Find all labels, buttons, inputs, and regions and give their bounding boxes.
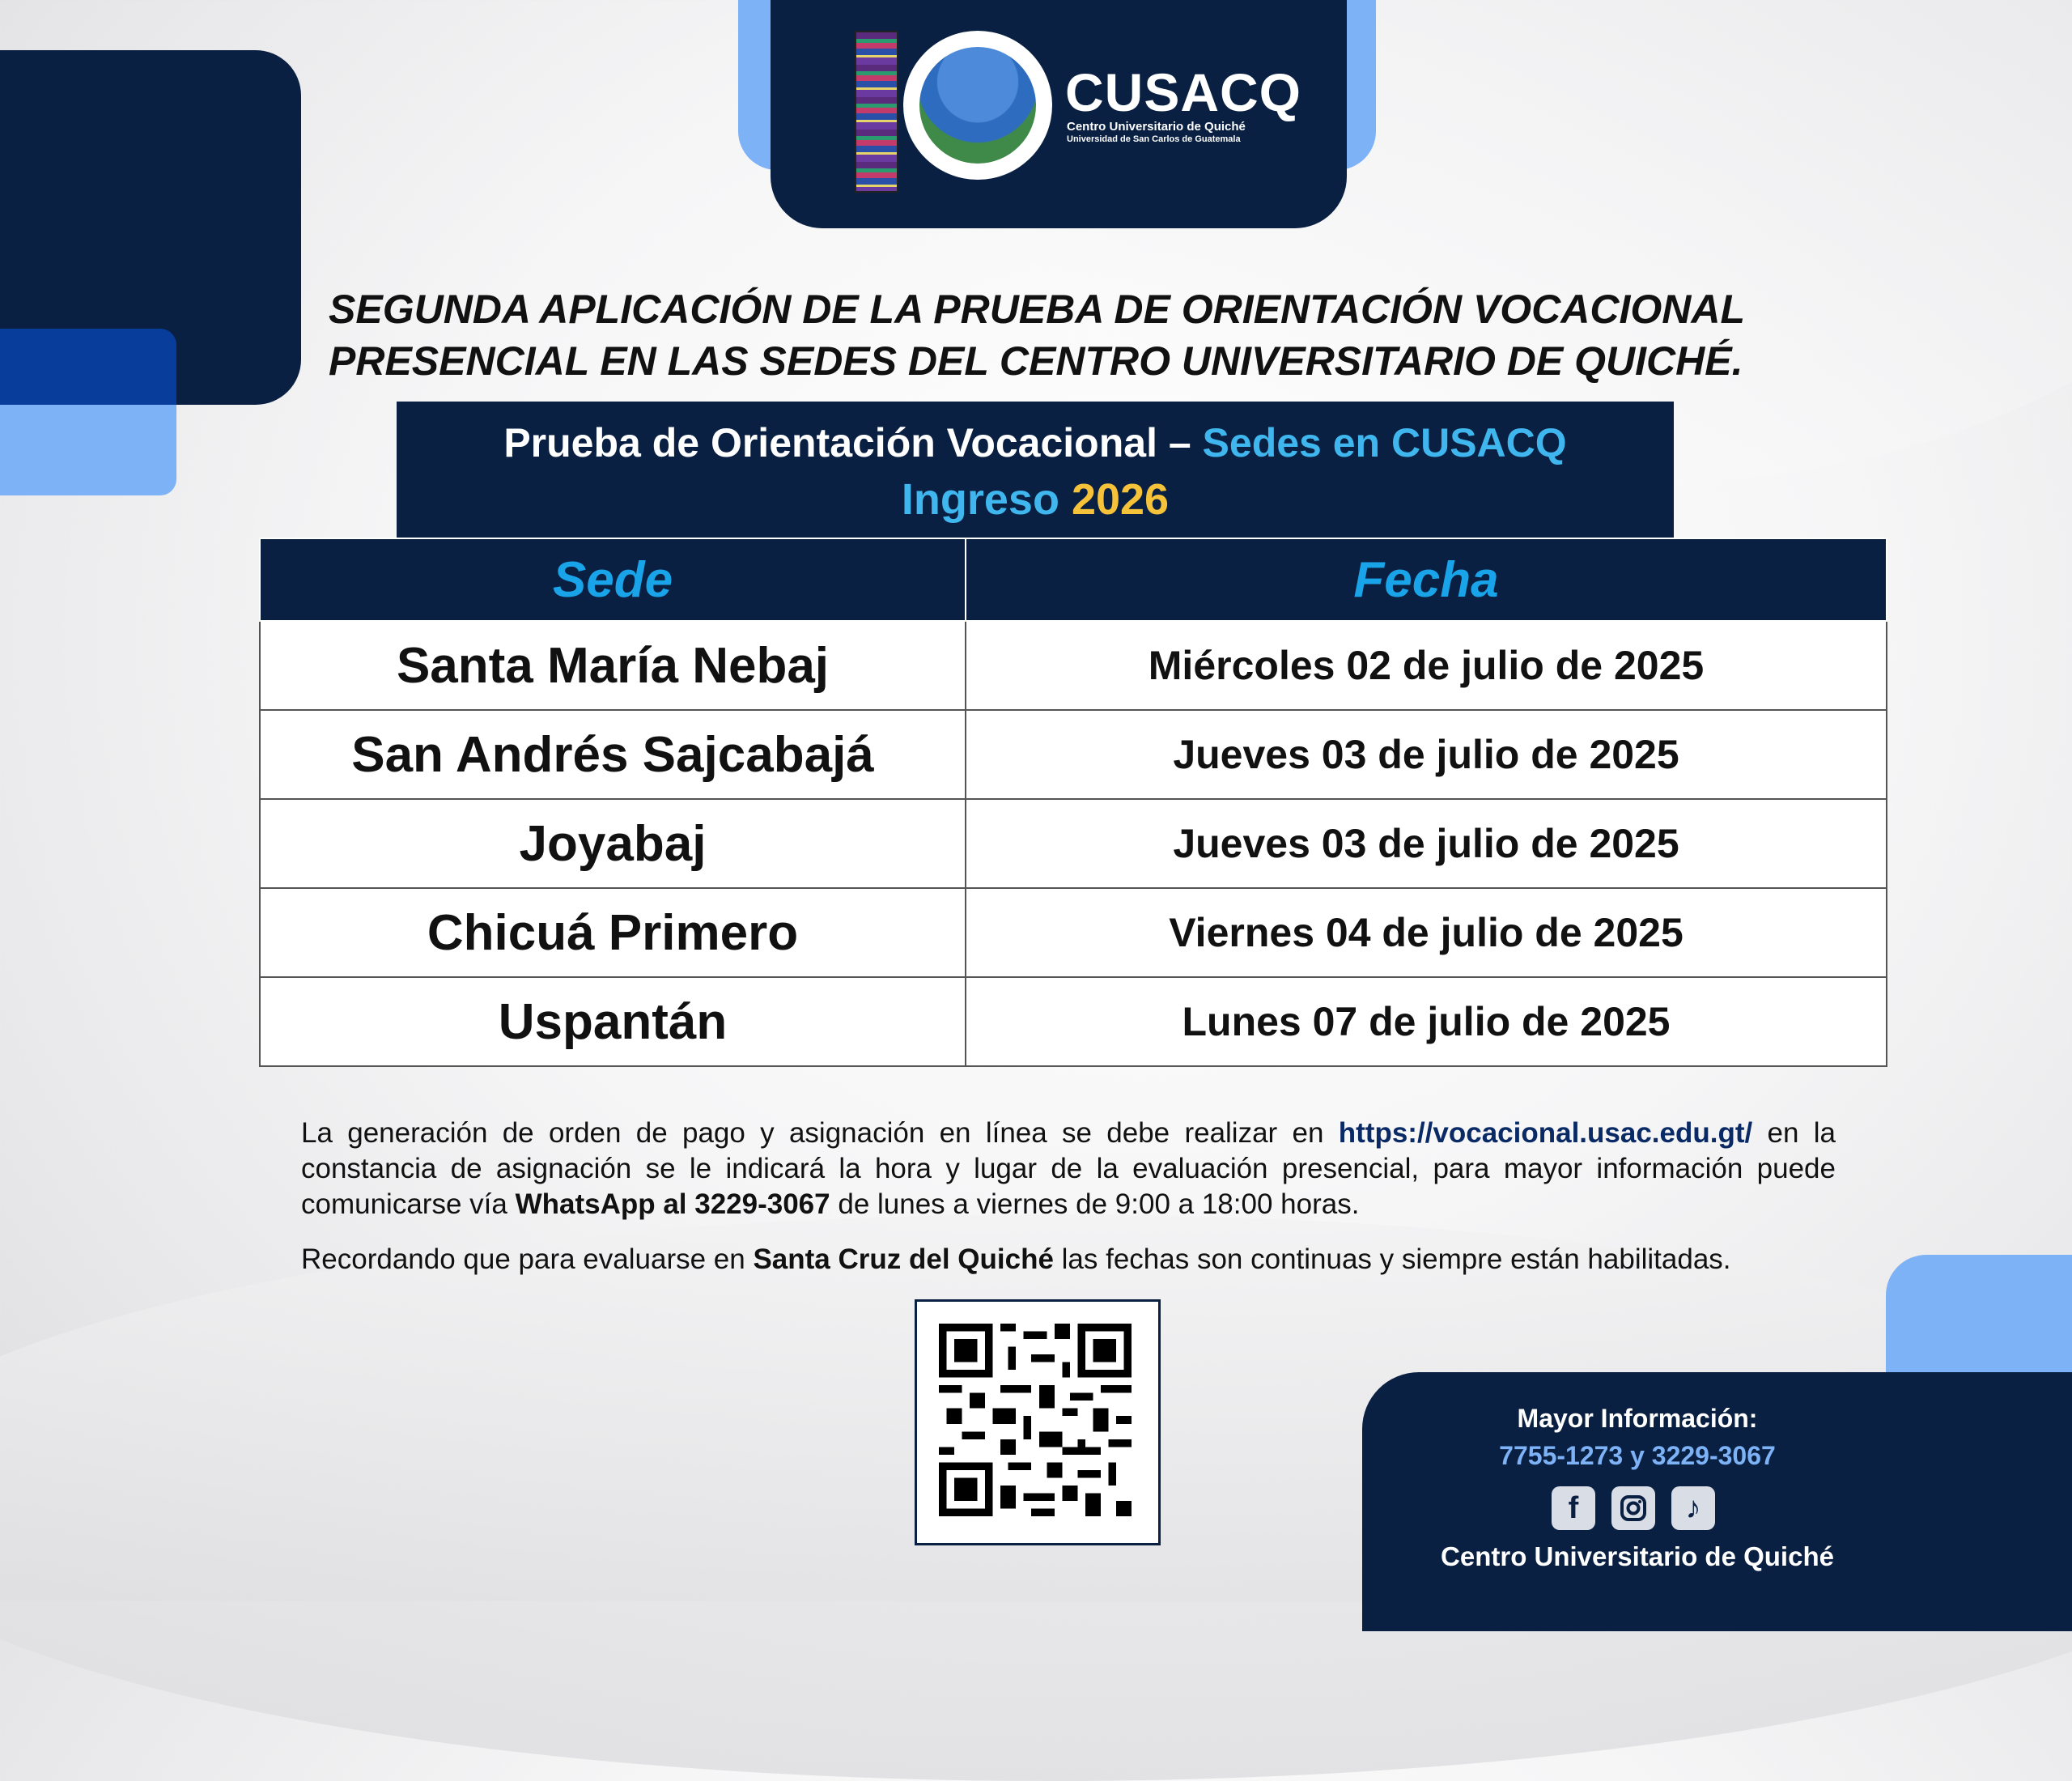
fecha-cell: Viernes 04 de julio de 2025: [966, 888, 1887, 977]
decor-block: [0, 405, 176, 495]
table-header-row: [260, 538, 1887, 621]
banner-ingreso: Ingreso: [901, 475, 1059, 524]
column-header-sede: Sede: [260, 538, 966, 621]
column-header-fecha: Fecha: [966, 538, 1887, 621]
contact-title: Mayor Información:: [1517, 1404, 1758, 1433]
fecha-cell: Jueves 03 de julio de 2025: [966, 799, 1887, 888]
info-text: en la constancia de asignación se le indicará la hora y lugar de la evaluación presencial, para mayor información puede comunicarse vía: [301, 1117, 1836, 1220]
info-text: Recordando que para evaluarse en: [301, 1243, 754, 1275]
textile-logo: [855, 31, 898, 193]
table-row: [260, 621, 1887, 710]
banner-highlight: Sedes en CUSACQ: [1202, 420, 1567, 465]
fecha-cell: Miércoles 02 de julio de 2025: [966, 621, 1887, 710]
whatsapp-number: WhatsApp al 3229-3067: [515, 1188, 830, 1220]
qr-code[interactable]: [939, 1324, 1132, 1516]
logo-name: CUSACQ: [1065, 62, 1302, 122]
logo-university: Universidad de San Carlos de Guatemala: [1067, 134, 1241, 144]
banner-line: [397, 419, 1674, 466]
section-banner: [397, 402, 1674, 538]
info-text: las fechas son continuas y siempre están habilitadas.: [1053, 1243, 1731, 1275]
sede-cell: Chicuá Primero: [260, 888, 966, 977]
page-title: [329, 283, 1850, 387]
tiktok-icon[interactable]: ♪: [1671, 1486, 1715, 1530]
instagram-icon[interactable]: [1611, 1486, 1655, 1530]
banner-year: 2026: [1071, 475, 1170, 524]
table-row: [260, 888, 1887, 977]
fecha-cell: Lunes 07 de julio de 2025: [966, 977, 1887, 1066]
facebook-icon[interactable]: f: [1552, 1486, 1595, 1530]
logo-subtitle: Centro Universitario de Quiché: [1067, 120, 1246, 134]
info-text: de lunes a viernes de 9:00 a 18:00 horas.: [830, 1188, 1360, 1220]
sede-cell: Uspantán: [260, 977, 966, 1066]
fecha-cell: Jueves 03 de julio de 2025: [966, 710, 1887, 799]
table-row: [260, 977, 1887, 1066]
vocacional-link[interactable]: https://vocacional.usac.edu.gt/: [1338, 1117, 1753, 1149]
banner-text: Prueba de Orientación Vocacional –: [503, 420, 1203, 465]
info-paragraph: [301, 1116, 1836, 1222]
sede-cell: Santa María Nebaj: [260, 621, 966, 710]
contact-organization: Centro Universitario de Quiché: [1441, 1541, 1834, 1571]
title-line: PRESENCIAL EN LAS SEDES DEL CENTRO UNIVERSITARIO DE QUICHÉ.: [329, 338, 1743, 384]
table-row: [260, 799, 1887, 888]
schedule-table: [259, 538, 1887, 1067]
decor-block: [0, 329, 176, 406]
sede-cell: Joyabaj: [260, 799, 966, 888]
reminder-paragraph: [301, 1242, 1836, 1277]
banner-line: [397, 474, 1674, 525]
title-line: SEGUNDA APLICACIÓN DE LA PRUEBA DE ORIENTACIÓN VOCACIONAL: [329, 287, 1746, 332]
place-name: Santa Cruz del Quiché: [753, 1243, 1054, 1275]
table-row: [260, 710, 1887, 799]
info-text: La generación de orden de pago y asignación en línea se debe realizar en: [301, 1117, 1339, 1149]
instagram-glyph: [1611, 1486, 1655, 1530]
sede-cell: San Andrés Sajcabajá: [260, 710, 966, 799]
usac-seal-emblem: [919, 47, 1036, 164]
contact-phones: 7755-1273 y 3229-3067: [1499, 1441, 1776, 1470]
decor-block: [1886, 1255, 2072, 1376]
